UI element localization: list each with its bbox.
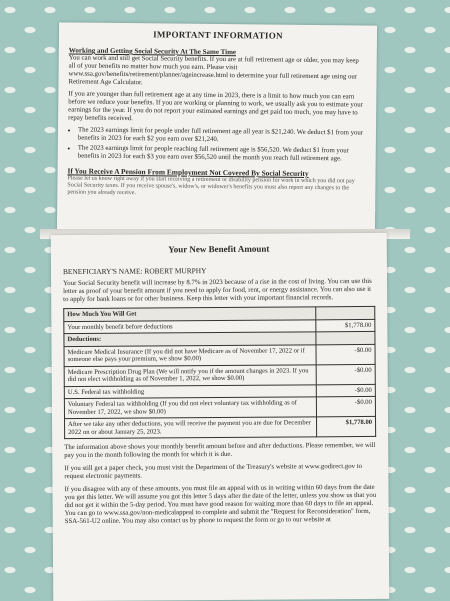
info-page-top: [57, 22, 377, 235]
closing-notes: [64, 442, 377, 526]
benefit-table: [63, 306, 376, 439]
table-row: [65, 416, 376, 438]
deductions-heading: Deductions:: [64, 332, 316, 346]
before-deductions-label: Your monthly benefit before deductions: [64, 319, 316, 333]
deduction-amount: -$0.00: [316, 364, 375, 384]
earnings-limit-bullet-1: • The 2023 earnings limit for people under full retirement age all year is $21,240. We deduct $1 from your benefits in 2023 for each $2 you earn over $21,240.: [78, 127, 366, 146]
deduction-amount: -$0.00: [316, 384, 375, 397]
note-paragraph-3: If you disagree with any of these amounts, you must file an appeal with us in writing within 60 days from the date you get this letter. We will assume you got this letter 5 days after the date of the letter, unless you show us that you did not get it within the 5-day period. You must have good reason for waiting more than 60 days to file an appeal. You can go to www.ssa.gov/non-medicalappeal to complete and submit the "Request for Reconsideration" form, SSA-561-U2 online. You may also contact us by phone to request the form or go to our website at: [64, 483, 377, 526]
table-row: [64, 364, 375, 386]
pension-text: Please let us know right away if you start receiving a retirement or disability pension for work in which you did not pay Social Security taxes. If you receive spouse's, widow's, or widower's benefits you must also report any changes to the pension you already receive.: [67, 175, 355, 197]
working-paragraph-1: You can work and still get Social Security benefits. If you are at full retirement age or older, you may keep all of your benefits no matter how much you earn. Please visit www.ssa.gov/benefits/retirement/planner/ageincrease.html to determine your full retirement age using our Retirement Age Calculator.: [68, 54, 359, 87]
working-paragraph-2: If you are younger than full retirement age at any time in 2023, there is a limit to how much you can earn before we reduce your benefits. If you are working or planning to work, we usually ask you to estimate your earnings for the year. If you do not report your estimated earnings and get paid too much, you may have to repay benefits received.: [68, 90, 363, 123]
deduction-amount: -$0.00: [316, 344, 375, 364]
benefit-title: Your New Benefit Amount: [168, 243, 270, 255]
pension-heading: If You Receive A Pension From Employment Not Covered By Social Security: [67, 166, 309, 178]
deduction-label: U.S. Federal tax withholding: [64, 384, 316, 398]
after-deductions-label: After we take any other deductions, you will receive the payment you are due for December 2022 on or about January 25, 2023.: [65, 417, 317, 439]
earnings-limit-bullet-2: • The 2023 earnings limit for people reaching full retirement age is $56,520. We deduct $1 from your benefits in 2023 for each $3 you earn over $56,520 until the month you reach full retirement age.: [78, 145, 366, 164]
deduction-label: Voluntary Federal tax withholding (If you did not elect voluntary tax withholding as of November 17, 2022, we show $0.00): [64, 397, 316, 419]
before-deductions-amount: $1,778.00: [316, 319, 375, 332]
after-deductions-amount: $1,778.00: [317, 416, 376, 436]
working-heading: Working and Getting Social Security At The Same Time: [68, 46, 237, 57]
deduction-amount: -$0.00: [316, 396, 375, 416]
beneficiary-name: BENEFICIARY'S NAME: ROBERT MURPHY: [62, 266, 207, 277]
important-info-heading: IMPORTANT INFORMATION: [153, 29, 283, 41]
empty-cell: [316, 331, 375, 344]
intro-paragraph: Your Social Security benefit will increase by 8.7% in 2023 because of a rise in the cost of living. You can use this letter as proof of your benefit amount if you need to apply for food, rent, or energy assistance. You can also use it to apply for bank loans or for other business. Keep this letter with your important financial records.: [63, 277, 372, 304]
table-row: [64, 344, 375, 366]
note-paragraph-2: If you still get a paper check, you must visit the Department of the Treasury's website at www.godirect.gov to request electronic payments.: [64, 463, 363, 481]
earnings-limit-list: [78, 127, 366, 164]
note-paragraph-1: The information above shows your monthly benefit amount before and after deductions. Please remember, we will pay you in the month following the month for which it is due.: [64, 441, 376, 460]
empty-cell: [316, 306, 375, 319]
table-row: [64, 396, 375, 418]
benefit-page: [51, 233, 390, 601]
deduction-label: Medicare Medical Insurance (If you did not have Medicare as of November 17, 2022 or if someone else pays your premium, we show $0.00): [64, 344, 316, 366]
deduction-label: Medicare Prescription Drug Plan (We will notify you if the amount changes in 2023. If you did not elect withholding as of November 1, 2022, we show $0.00): [64, 364, 316, 386]
how-much-heading: How Much You Will Get: [64, 307, 316, 321]
